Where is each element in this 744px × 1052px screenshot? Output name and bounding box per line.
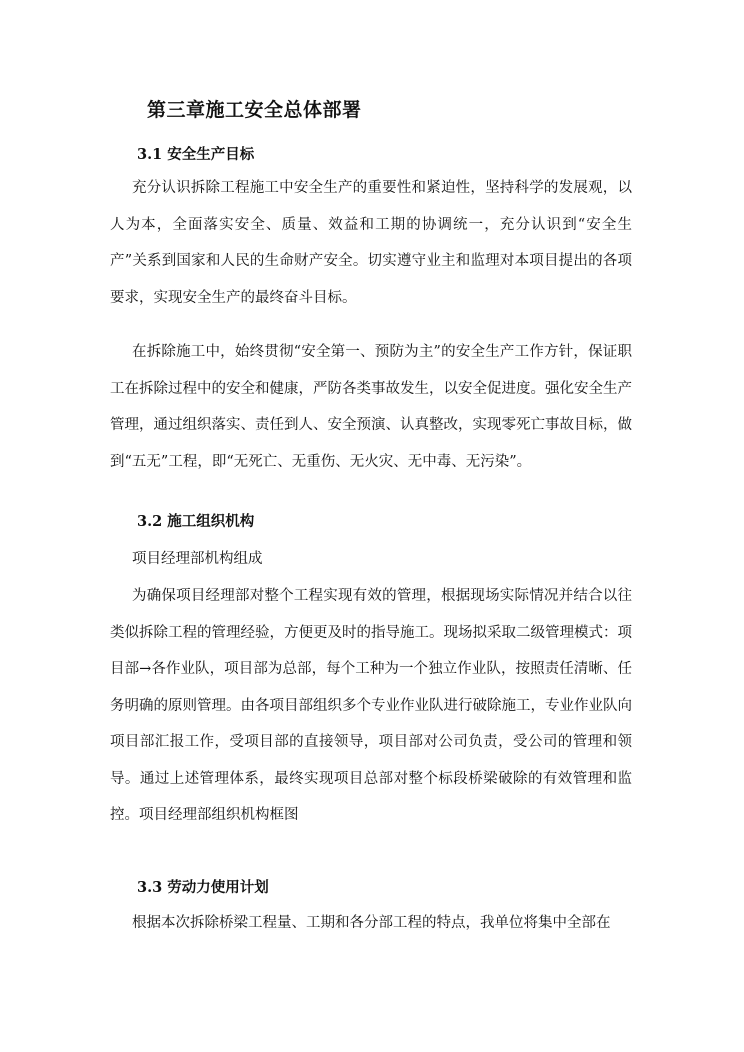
section-heading-3-3: 3.3 劳动力使用计划 (137, 879, 269, 896)
subheading-project-dept-organization: 项目经理部机构组成 (132, 551, 263, 567)
chapter-title: 第三章施工安全总体部署 (147, 99, 362, 121)
paragraph-organization-1: 为确保项目经理部对整个工程实现有效的管理，根据现场实际情况并结合以往类似拆除工程的管理经验，方便更及时的指导施工。现场拟采取二级管理模式：项目部→各作业队，项目部为总部，每个工种为一个独立作业队，按照责任清晰、任务明确的原则管理。由各项目部组织多个专业作业队进行破除施工，专业作业队向项目部汇报工作，受项目部的直接领导，项目部对公司负责，受公司的管理和领导。通过上述管理体系，最终实现项目总部对整个标段桥梁破除的有效管理和监控。项目经理部组织机构框图 (110, 588, 632, 823)
paragraph-labor-plan-1: 根据本次拆除桥梁工程量、工期和各分部工程的特点，我单位将集中全部在 (132, 915, 611, 931)
section-heading-3-2: 3.2 施工组织机构 (137, 513, 255, 530)
section-heading-3-1: 3.1 安全生产目标 (137, 146, 255, 163)
paragraph-safety-goal-1: 充分认识拆除工程施工中安全生产的重要性和紧迫性，坚持科学的发展观，以人为本，全面落实安全、质量、效益和工期的协调统一，充分认识到“安全生产”关系到国家和人民的生命财产安全。切实遵守业主和监理对本项目提出的各项要求，实现安全生产的最终奋斗目标。 (110, 180, 632, 306)
paragraph-safety-goal-2: 在拆除施工中，始终贯彻“安全第一、预防为主”的安全生产工作方针，保证职工在拆除过程中的安全和健康，严防各类事故发生，以安全促进度。强化安全生产管理，通过组织落实、责任到人、安全预演、认真整改，实现零死亡事故目标，做到“五无”工程，即“无死亡、无重伤、无火灾、无中毒、无污染”。 (110, 344, 632, 470)
